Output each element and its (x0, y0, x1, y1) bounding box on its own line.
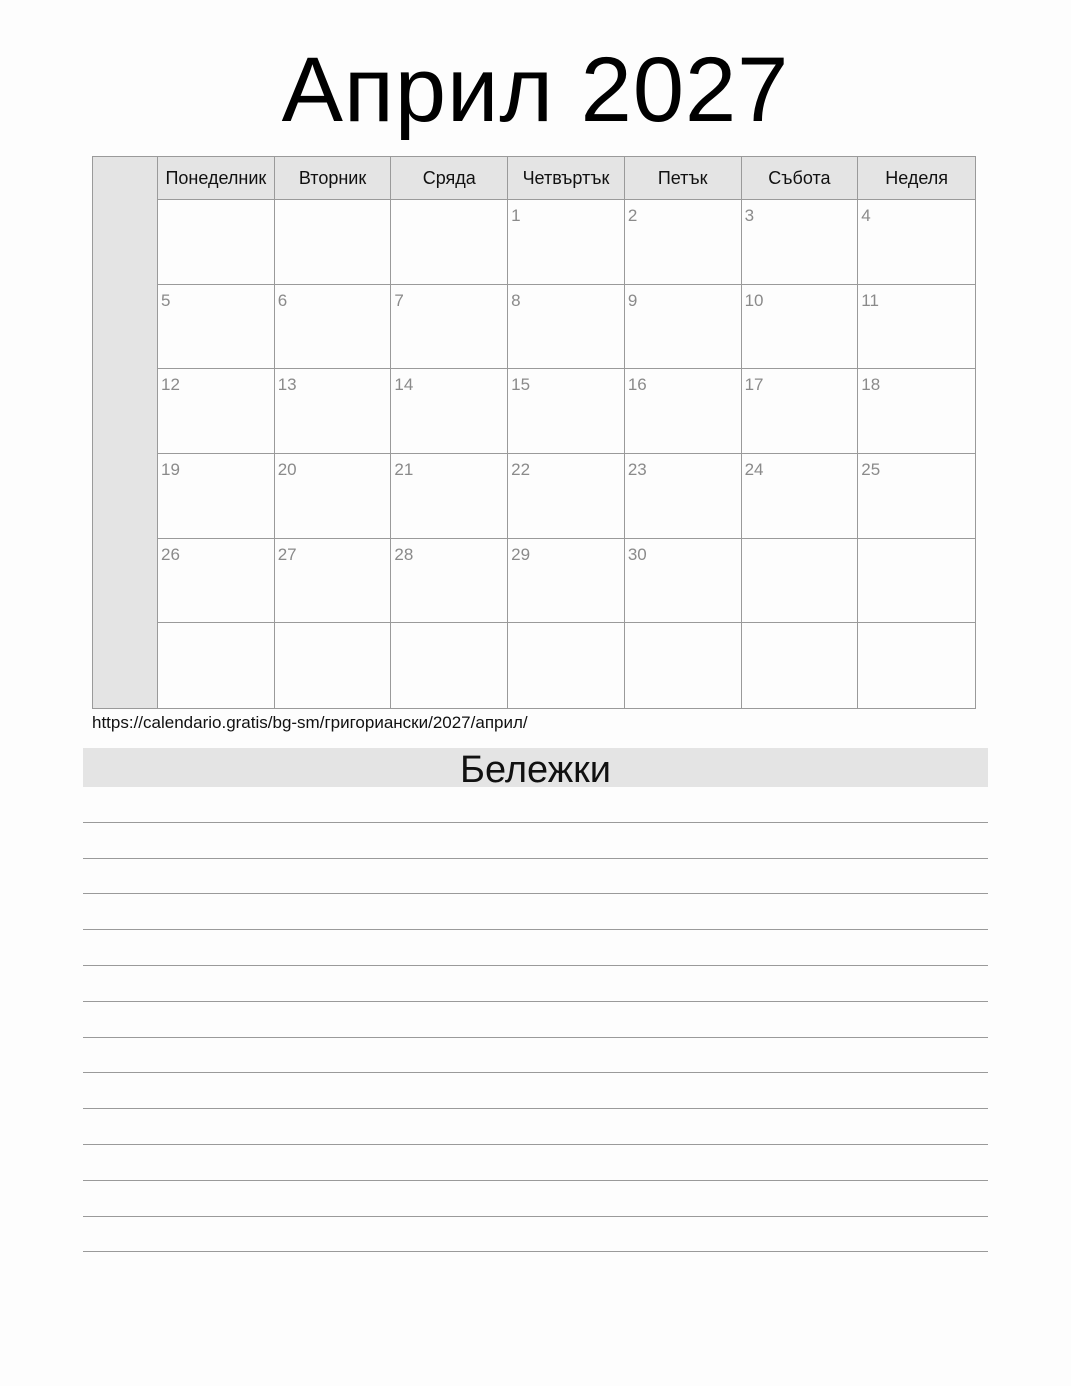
note-line (83, 1181, 988, 1217)
day-number: 17 (744, 375, 764, 395)
weekday-header-friday: Петък (625, 157, 742, 200)
weekday-header-thursday: Четвъртък (508, 157, 625, 200)
day-cell (391, 454, 508, 539)
day-number: 24 (744, 459, 764, 479)
day-number: 26 (161, 544, 180, 564)
day-number: 7 (394, 290, 404, 310)
day-number: 8 (511, 290, 521, 310)
note-line (83, 823, 988, 859)
day-cell (275, 200, 392, 285)
day-cell (742, 369, 859, 454)
day-cell (858, 285, 975, 370)
day-number: 18 (861, 375, 881, 395)
day-number: 23 (627, 459, 647, 479)
day-number: 10 (744, 290, 764, 310)
day-number: 30 (627, 544, 647, 564)
weekday-header-tuesday: Вторник (275, 157, 392, 200)
day-cell (508, 623, 625, 708)
day-number: 19 (161, 459, 180, 479)
day-number: 20 (277, 459, 297, 479)
day-cell (858, 539, 975, 624)
day-cell (275, 539, 392, 624)
day-cell (508, 454, 625, 539)
note-line (83, 930, 988, 966)
day-cell (742, 454, 859, 539)
day-cell (858, 369, 975, 454)
day-number: 27 (277, 544, 297, 564)
note-line (83, 894, 988, 930)
source-url: https://calendario.gratis/bg-sm/григориански/2027/април/ (92, 713, 528, 732)
note-line (83, 1073, 988, 1109)
day-cell (625, 623, 742, 708)
day-cell (858, 623, 975, 708)
day-cell (742, 623, 859, 708)
day-cell (158, 200, 275, 285)
weekday-header-monday: Понеделник (158, 157, 275, 200)
day-cell (508, 200, 625, 285)
day-cell (158, 369, 275, 454)
day-number: 29 (511, 544, 531, 564)
day-cell (275, 623, 392, 708)
day-number: 3 (744, 206, 755, 225)
day-number: 9 (627, 290, 638, 310)
day-cell (742, 200, 859, 285)
note-line (83, 859, 988, 895)
weekday-header-saturday: Събота (742, 157, 859, 200)
day-number: 12 (161, 375, 180, 395)
day-cell (508, 285, 625, 370)
day-number: 16 (627, 375, 647, 395)
day-number: 11 (861, 290, 879, 310)
day-cell (742, 539, 859, 624)
day-cell (625, 200, 742, 285)
day-cell (391, 200, 508, 285)
day-number: 28 (394, 544, 414, 564)
day-cell (625, 369, 742, 454)
day-number: 2 (627, 206, 638, 225)
day-number: 25 (861, 459, 881, 479)
note-line (83, 1038, 988, 1074)
notes-lines (83, 787, 988, 1252)
day-cell (158, 285, 275, 370)
day-cell (275, 454, 392, 539)
day-number: 22 (511, 459, 531, 479)
day-cell (508, 369, 625, 454)
week-number-column (93, 157, 158, 708)
day-number: 5 (161, 290, 171, 310)
day-number: 21 (394, 459, 414, 479)
day-cell (625, 285, 742, 370)
note-line (83, 966, 988, 1002)
day-cell (391, 285, 508, 370)
day-cell (275, 369, 392, 454)
day-cell (625, 539, 742, 624)
day-number: 1 (511, 206, 521, 225)
day-cell (508, 539, 625, 624)
note-line (83, 1217, 988, 1253)
note-line (83, 787, 988, 823)
day-number: 13 (277, 375, 297, 395)
weekday-header-sunday: Неделя (858, 157, 975, 200)
note-line (83, 1145, 988, 1181)
day-cell (275, 285, 392, 370)
calendar-title: Април 2027 (281, 39, 790, 141)
day-cell (858, 454, 975, 539)
day-cell (158, 623, 275, 708)
day-number: 14 (394, 375, 414, 395)
day-number: 6 (277, 290, 288, 310)
weekday-header-wednesday: Сряда (391, 157, 508, 200)
day-cell (742, 285, 859, 370)
note-line (83, 1002, 988, 1038)
day-cell (625, 454, 742, 539)
day-cell (158, 539, 275, 624)
note-line (83, 1109, 988, 1145)
day-cell (391, 623, 508, 708)
day-cell (858, 200, 975, 285)
day-number: 15 (511, 375, 531, 395)
month-grid (158, 157, 975, 708)
day-number: 4 (861, 206, 871, 225)
notes-title: Бележки (83, 748, 988, 787)
day-cell (391, 539, 508, 624)
day-cell (158, 454, 275, 539)
calendar-grid (92, 156, 976, 709)
day-cell (391, 369, 508, 454)
